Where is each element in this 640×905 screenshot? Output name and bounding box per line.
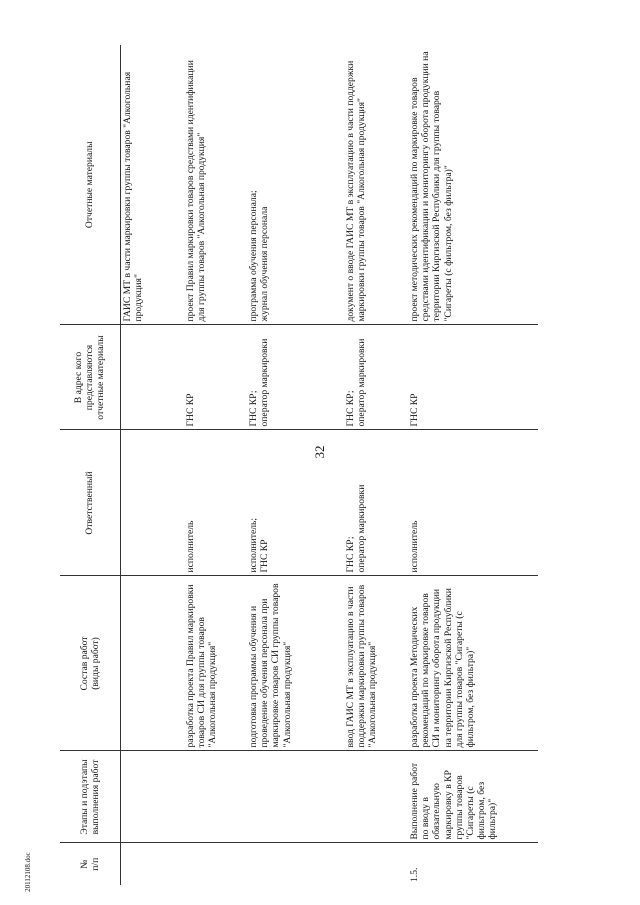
table-row <box>120 45 184 885</box>
cell-recipient: ГНС КР <box>408 325 538 430</box>
footer-filename: 20112108.doc <box>24 852 32 892</box>
header-responsible: Ответственный <box>60 430 120 576</box>
cell-num <box>120 843 184 885</box>
cell-works <box>120 576 184 751</box>
page-number: 32 <box>312 445 327 459</box>
cell-materials: проект методических рекомендаций по маркировке товаров средствами идентификации и мониторингу оборота продукции на территории Киргизской Республики для группы товаров "Сигареты (с фильтром, без фильтра)" <box>408 45 538 325</box>
cell-works: ввод ГАИС МТ в эксплуатацию в части поддержки маркировки группы товаров "Алкогольная продукция" <box>344 576 408 751</box>
table-row <box>247 45 344 885</box>
cell-recipient: ГНС КР <box>184 325 247 430</box>
cell-responsible <box>120 430 184 576</box>
cell-responsible: ГНС КР; оператор маркировки <box>344 430 408 576</box>
cell-num <box>184 843 247 885</box>
rotated-table-wrapper <box>60 45 610 885</box>
header-materials: Отчетные материалы <box>60 45 120 325</box>
cell-stage <box>184 751 247 843</box>
cell-materials: программа обучения персонала; журнал обучения персонала <box>247 45 344 325</box>
header-works: Состав работ (виды работ) <box>60 576 120 751</box>
table-row <box>184 45 247 885</box>
cell-stage <box>120 751 184 843</box>
cell-materials: проект Правил маркировки товаров средствами идентификации для группы товаров "Алкогольная продукция" <box>184 45 247 325</box>
cell-stage <box>344 751 408 843</box>
cell-works: подготовка программы обучения и проведение обучения персонала при маркировке товаров СИ группы товаров "Алкогольная продукция" <box>247 576 344 751</box>
cell-responsible: исполнитель <box>408 430 538 576</box>
cell-works: разработка проекта Методических рекомендаций по маркировке товаров СИ и мониторингу оборота продукции на территории Киргизской Республики для группы товаров "Сигареты (с фильтром, без фильтра)" <box>408 576 538 751</box>
cell-works: разработка проекта Правил маркировки товаров СИ для группы товаров "Алкогольная продукция" <box>184 576 247 751</box>
cell-recipient: ГНС КР; оператор маркировки <box>344 325 408 430</box>
cell-num <box>344 843 408 885</box>
cell-materials: ГАИС МТ в части маркировки группы товаров "Алкогольная продукция" <box>120 45 184 325</box>
works-table <box>60 45 538 885</box>
header-recipient: В адрес кого представляются отчетные материалы <box>60 325 120 430</box>
cell-materials: документ о вводе ГАИС МТ в эксплуатацию в части поддержки маркировки группы товаров "Алкогольная продукция" <box>344 45 408 325</box>
cell-num: 1.5. <box>409 867 420 882</box>
cell-num <box>247 843 344 885</box>
header-num: № п/п <box>60 843 120 885</box>
table-row <box>344 45 408 885</box>
cell-stage: Выполнение работ по вводу в обязательную маркировку в КР группы товаров "Сигареты (с фильтром, без фильтра)" <box>408 751 538 843</box>
table-body <box>120 45 538 885</box>
table-row <box>408 45 538 885</box>
cell-recipient: ГНС КР; оператор маркировки <box>247 325 344 430</box>
header-stage: Этапы и подэтапы выполнения работ <box>60 751 120 843</box>
cell-stage <box>247 751 344 843</box>
cell-recipient <box>120 325 184 430</box>
cell-responsible: исполнитель <box>184 430 247 576</box>
cell-responsible: исполнитель; ГНС КР <box>247 430 344 576</box>
header-row <box>60 45 120 885</box>
table-header <box>60 45 120 885</box>
